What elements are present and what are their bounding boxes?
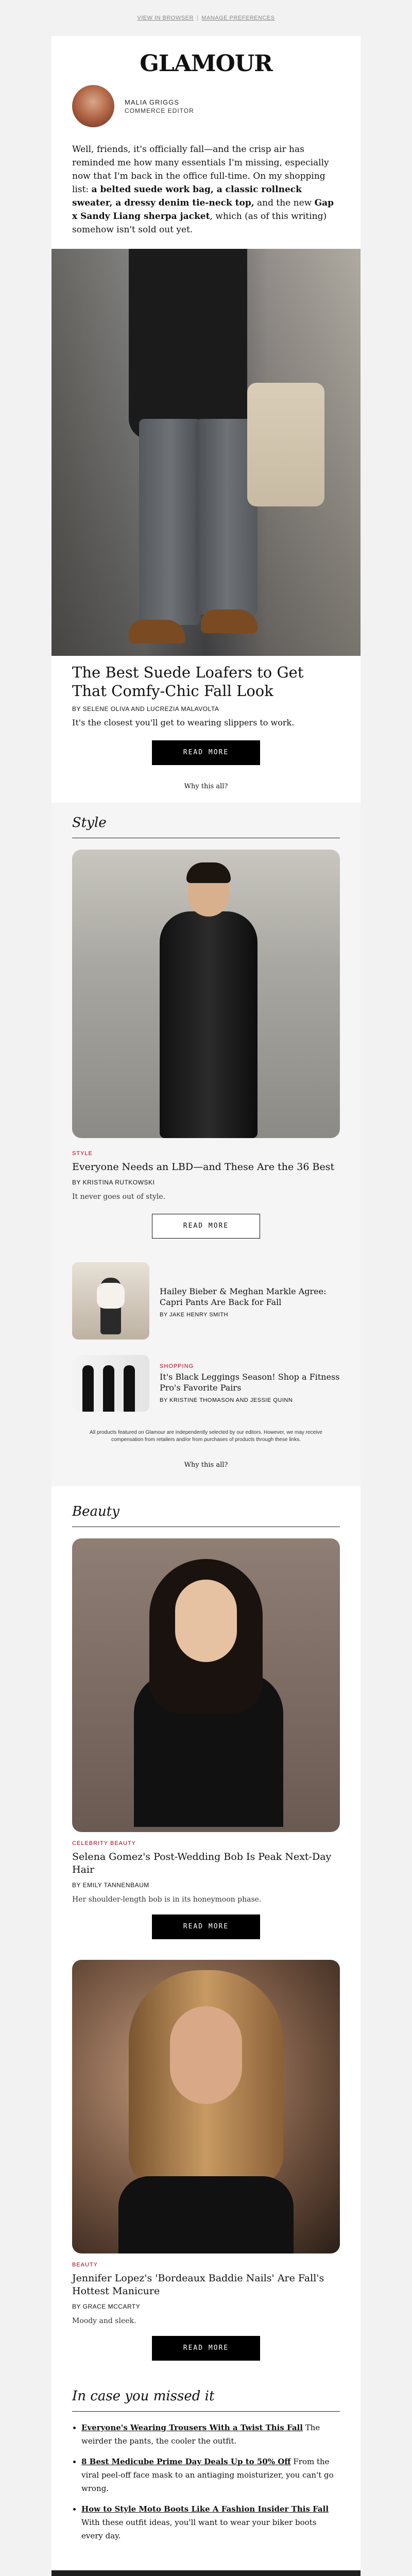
missed-section-title: In case you missed it: [72, 2388, 340, 2412]
missed-list: [72, 2421, 340, 2543]
missed-link-1[interactable]: Everyone's Wearing Trousers With a Twist This Fall: [81, 2423, 303, 2432]
author-name: MALIA GRIGGS: [125, 98, 179, 106]
style-why-this-anchor[interactable]: Why this all?: [184, 1461, 228, 1469]
style-item-2-image[interactable]: [72, 1262, 149, 1340]
style-feature-title[interactable]: Everyone Needs an LBD—and These Are the 36 Best: [72, 1161, 335, 1173]
manage-preferences-link[interactable]: MANAGE PREFERENCES: [201, 15, 275, 21]
footer: [52, 2570, 360, 2576]
missed-text-2: From the viral peel-off face mask to an antiaging moisturizer, you can't go wrong.: [81, 2457, 334, 2493]
hero-shoe-left: [129, 620, 185, 643]
beauty-section-title: Beauty: [72, 1504, 340, 1527]
thumb-top-shape: [97, 1283, 125, 1309]
beauty-item-2-byline: BY GRACE MCCARTY: [72, 2303, 141, 2310]
list-item: [81, 2421, 340, 2448]
missed-text-1: The weirder the pants, the cooler the outfit.: [81, 2423, 320, 2446]
hero-shoe-right: [201, 609, 258, 633]
style-item-3-image[interactable]: [72, 1355, 149, 1412]
missed-text-3: With these outfit ideas, you'll want to wear your biker boots every day.: [81, 2518, 317, 2540]
style-item-3-kicker[interactable]: SHOPPING: [160, 1363, 194, 1369]
beauty-item-2-title[interactable]: Jennifer Lopez's 'Bordeaux Baddie Nails' Are Fall's Hottest Manicure: [72, 2273, 324, 2297]
style-item-3-title[interactable]: It's Black Leggings Season! Shop a Fitness Pro's Favorite Pairs: [160, 1372, 340, 1393]
intro-text-3: , which (as of this writing) somehow isn't sold out yet.: [72, 211, 327, 235]
hero-byline: BY SELENE OLIVA AND LUCREZIA MALAVOLTA: [72, 705, 219, 713]
legging-shape-3: [124, 1365, 135, 1412]
style-feature-image[interactable]: [72, 850, 340, 1138]
style-read-more-button[interactable]: READ MORE: [152, 1214, 260, 1239]
beauty-section: [52, 1486, 360, 2375]
author-role: COMMERCE EDITOR: [125, 107, 194, 114]
style-hair-shape: [186, 862, 231, 883]
hero-read-more-button[interactable]: READ MORE: [152, 740, 260, 765]
topbar-separator: |: [196, 15, 199, 21]
newsletter-body: [52, 36, 360, 2576]
author-block: [52, 85, 360, 127]
style-feature-byline: BY KRISTINA RUTKOWSKI: [72, 1179, 155, 1186]
beauty-item-2-dek: Moody and sleek.: [72, 2317, 136, 2325]
avatar: [72, 85, 114, 127]
view-in-browser-link[interactable]: VIEW IN BROWSER: [137, 15, 194, 21]
style-item-3[interactable]: [72, 1355, 340, 1412]
list-item: [81, 2502, 340, 2543]
legging-shape-1: [82, 1365, 94, 1412]
style-section-title: Style: [72, 815, 340, 838]
legging-shape-2: [103, 1365, 114, 1412]
beauty-item-1-dek: Her shoulder-length bob is in its honeymoon phase.: [72, 1895, 262, 1904]
beauty-item-2-image[interactable]: [72, 1960, 340, 2253]
style-item-2[interactable]: [72, 1262, 340, 1340]
missed-link-3[interactable]: How to Style Moto Boots Like A Fashion Insider This Fall: [81, 2504, 329, 2514]
intro-paragraph: [52, 138, 360, 249]
style-section: [52, 803, 360, 1486]
beauty-2-dress-shape: [118, 2176, 294, 2253]
style-item-2-byline: BY JAKE HENRY SMITH: [160, 1312, 228, 1318]
why-this-link: [52, 765, 360, 803]
intro-text-1: Well, friends, it's officially fall—and the crisp air has reminded me how many essentials I'm missing, especially now that I'm back in the office full-time. On my shopping list:: [72, 144, 329, 195]
beauty-item-1-byline: BY EMILY TANNENBAUM: [72, 1882, 149, 1889]
hero-trousers-left: [139, 419, 201, 625]
beauty-item-2-kicker[interactable]: BEAUTY: [72, 2262, 98, 2268]
intro-link-1[interactable]: a belted suede work bag, a classic rollneck sweater, a dressy denim tie-neck top,: [72, 184, 302, 208]
style-why-this-link: [72, 1444, 340, 1472]
affiliate-disclaimer: All products featured on Glamour are independently selected by our editors. However, we may receive compensation from retailers and/or from purchases of products through these links.: [90, 1430, 322, 1443]
beauty-item-1-kicker[interactable]: CELEBRITY BEAUTY: [72, 1840, 136, 1846]
hero-image[interactable]: [52, 249, 360, 656]
beauty-item-1-image[interactable]: [72, 1538, 340, 1832]
missed-link-2[interactable]: 8 Best Medicube Prime Day Deals Up to 50% Off: [81, 2457, 291, 2466]
style-item-3-byline: BY KRISTINE THOMASON AND JESSIE QUINN: [160, 1397, 293, 1403]
list-item: [81, 2455, 340, 2495]
style-feature-dek: It never goes out of style.: [72, 1193, 166, 1201]
style-dress-shape: [160, 911, 258, 1138]
beauty-item-2-read-more-button[interactable]: READ MORE: [152, 2336, 260, 2361]
style-item-2-title[interactable]: Hailey Bieber & Meghan Markle Agree: Capri Pants Are Back for Fall: [160, 1286, 327, 1307]
hero-title[interactable]: The Best Suede Loafers to Get That Comfy-Chic Fall Look: [72, 664, 304, 700]
hero-bag-shape: [247, 383, 324, 506]
topbar: [0, 0, 412, 36]
why-this-anchor[interactable]: Why this all?: [184, 783, 228, 790]
hero-dek: It's the closest you'll get to wearing slippers to work.: [72, 718, 295, 727]
in-case-you-missed-it: [52, 2375, 360, 2570]
style-feature-kicker[interactable]: STYLE: [72, 1150, 93, 1157]
intro-link-2[interactable]: Gap x Sandy Liang sherpa jacket: [72, 198, 334, 222]
hero-coat-shape: [129, 249, 247, 439]
beauty-item-1-read-more-button[interactable]: READ MORE: [152, 1914, 260, 1939]
beauty-2-face-shape: [170, 2006, 242, 2104]
beauty-item-1-title[interactable]: Selena Gomez's Post-Wedding Bob Is Peak Next-Day Hair: [72, 1851, 332, 1875]
intro-text-2: and the new: [254, 198, 315, 208]
beauty-1-face-shape: [175, 1580, 237, 1662]
glamour-logo[interactable]: GLAMOUR: [140, 50, 272, 77]
